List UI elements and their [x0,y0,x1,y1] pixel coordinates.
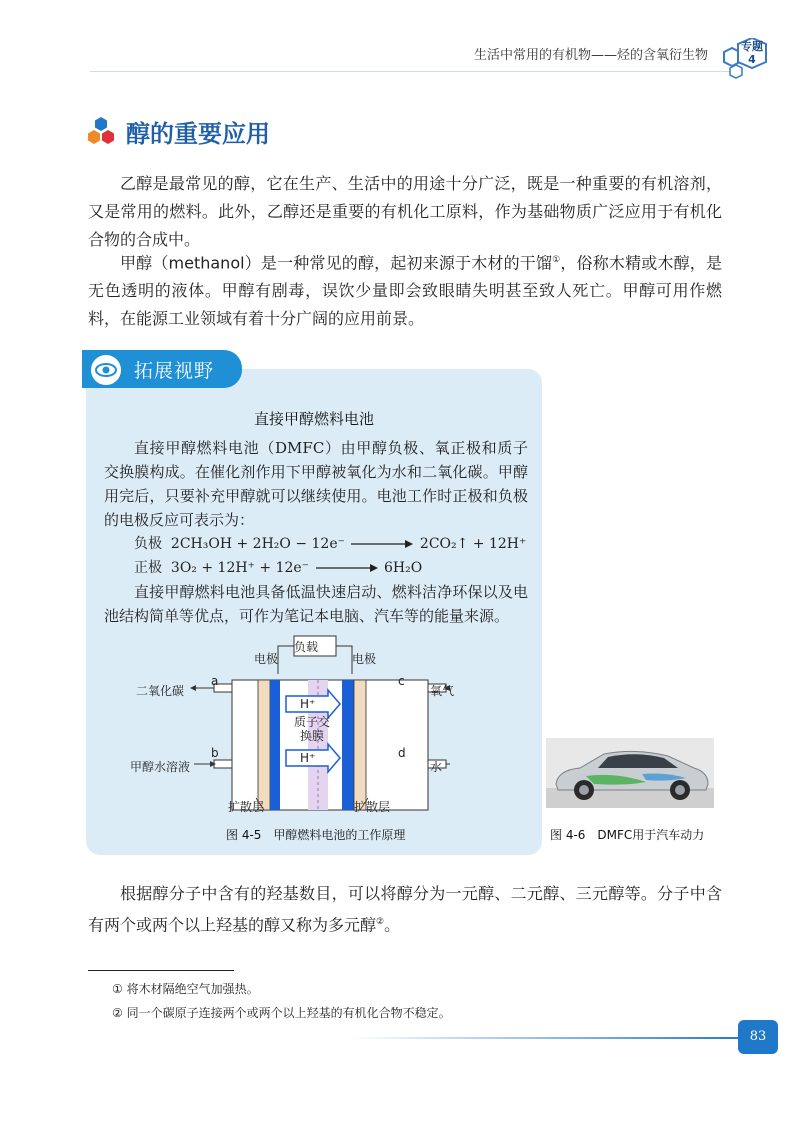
figure-caption-4-6: 图 4-6 DMFC用于汽车动力 [550,828,705,842]
header-rule [90,71,730,72]
footnote-ref-1: ① [552,255,561,265]
equation-negative-lhs: 2CH₃OH + 2H₂O − 12e⁻ [170,536,345,552]
electrode-left [270,680,280,810]
equation-positive-lhs: 3O₂ + 12H⁺ + 12e⁻ [170,560,310,576]
reaction-arrow-icon [349,539,415,549]
label-proton-bottom: H⁺ [300,751,316,765]
infobox-text-1: 直接甲醇燃料电池（DMFC）由甲醇负极、氧正极和质子交换膜构成。在催化剂作用下甲醇被氧化为水和二氧化碳。甲醇用完后，只要补充甲醇就可以继续使用。电池工作时正极和负极的电极反应可表示为： [104,439,528,529]
section-title: 醇的重要应用 [126,120,270,148]
circuit-wire-left [278,646,294,674]
paragraph-methanol [88,246,722,333]
badge-number: 4 [748,53,756,66]
label-co2: 二氧化碳 [136,684,185,698]
circuit-wire-right [336,646,352,674]
diffusion-layer-left [258,680,270,810]
label-port-a: a [211,674,219,688]
footnote-rule [88,970,234,971]
paragraph-methanol-part2: ，俗称木精或木醇，是无色透明的液体。甲醇有剧毒，误饮少量即会致眼睛失明甚至致人死亡。甲醇可用作燃料，在能源工业领域有着十分广阔的应用前景。 [88,253,722,329]
paragraph-ethanol: 乙醇是最常见的醇，它在生产、生活中的用途十分广泛，既是一种重要的有机溶剂，又是常用的燃料。此外，乙醇还是重要的有机化工原料，作为基础物质广泛应用于有机化合物的合成中。 [88,174,722,249]
diffusion-layer-right [354,680,366,810]
label-port-c: c [398,674,405,688]
footnote-ref-2: ② [376,917,385,927]
equation-positive-label: 正极 [134,560,162,576]
label-methanol-solution: 甲醇水溶液 [130,760,191,774]
label-electrode-left: 电极 [254,652,279,666]
label-load: 负载 [294,640,319,654]
equation-positive-rhs: 6H₂O [383,560,423,576]
label-proton-top: H⁺ [300,697,316,711]
paragraph-classification-part1: 根据醇分子中含有的羟基数目，可以将醇分为一元醇、二元醇、三元醇等。分子中含有两个或两个以上羟基的醇又称为多元醇 [88,884,722,935]
paragraph-classification-part2: 。 [384,915,401,935]
footnote-2: ② 同一个碳原子连接两个或两个以上羟基的有机化合物不稳定。 [112,1006,451,1020]
footnote-1: ① 将木材隔绝空气加强热。 [112,982,259,996]
label-port-b: b [211,746,219,760]
extended-view-label: 拓展视野 [134,360,215,382]
label-diffusion-left: 扩散层 [228,800,265,814]
paragraph-methanol-part1: 甲醇（methanol）是一种常见的醇，起初来源于木材的干馏 [120,253,553,273]
label-membrane: 质子交换膜 [294,715,331,743]
paragraph-classification [88,880,722,939]
label-electrode-right: 电极 [352,652,377,666]
infobox-title: 直接甲醇燃料电池 [253,410,374,428]
footer-rule [350,1037,750,1039]
eye-icon [88,352,124,388]
flow-arrowhead-co2 [190,685,196,691]
equation-negative-rhs: 2CO₂↑ + 12H⁺ [419,536,527,552]
pipe-b [214,760,232,768]
label-diffusion-right: 扩散层 [354,800,391,814]
reaction-arrow-icon [314,563,380,573]
infobox-text-2: 直接甲醇燃料电池具备低温快速启动、燃料洁净环保以及电池结构简单等优点，可作为笔记本电脑、汽车等的能量来源。 [104,583,528,625]
badge-label: 专题 [741,40,763,53]
dmfc-car-image [546,738,714,808]
chapter-title: 生活中常用的有机物——烃的含氧衍生物 [473,48,708,63]
label-water: 水 [430,760,443,774]
figure-caption-4-5: 图 4-5 甲醇燃料电池的工作原理 [226,828,406,842]
equation-negative-label: 负极 [134,536,162,552]
electrode-right [342,680,354,810]
cubes-icon [86,116,116,146]
equation-positive [134,557,422,577]
label-port-d: d [398,746,406,760]
fuel-cell-diagram [120,632,450,822]
equation-negative [134,533,526,553]
chapter-badge [736,40,768,66]
label-oxygen: 氧气 [430,684,455,698]
page-number: 83 [738,1020,778,1054]
